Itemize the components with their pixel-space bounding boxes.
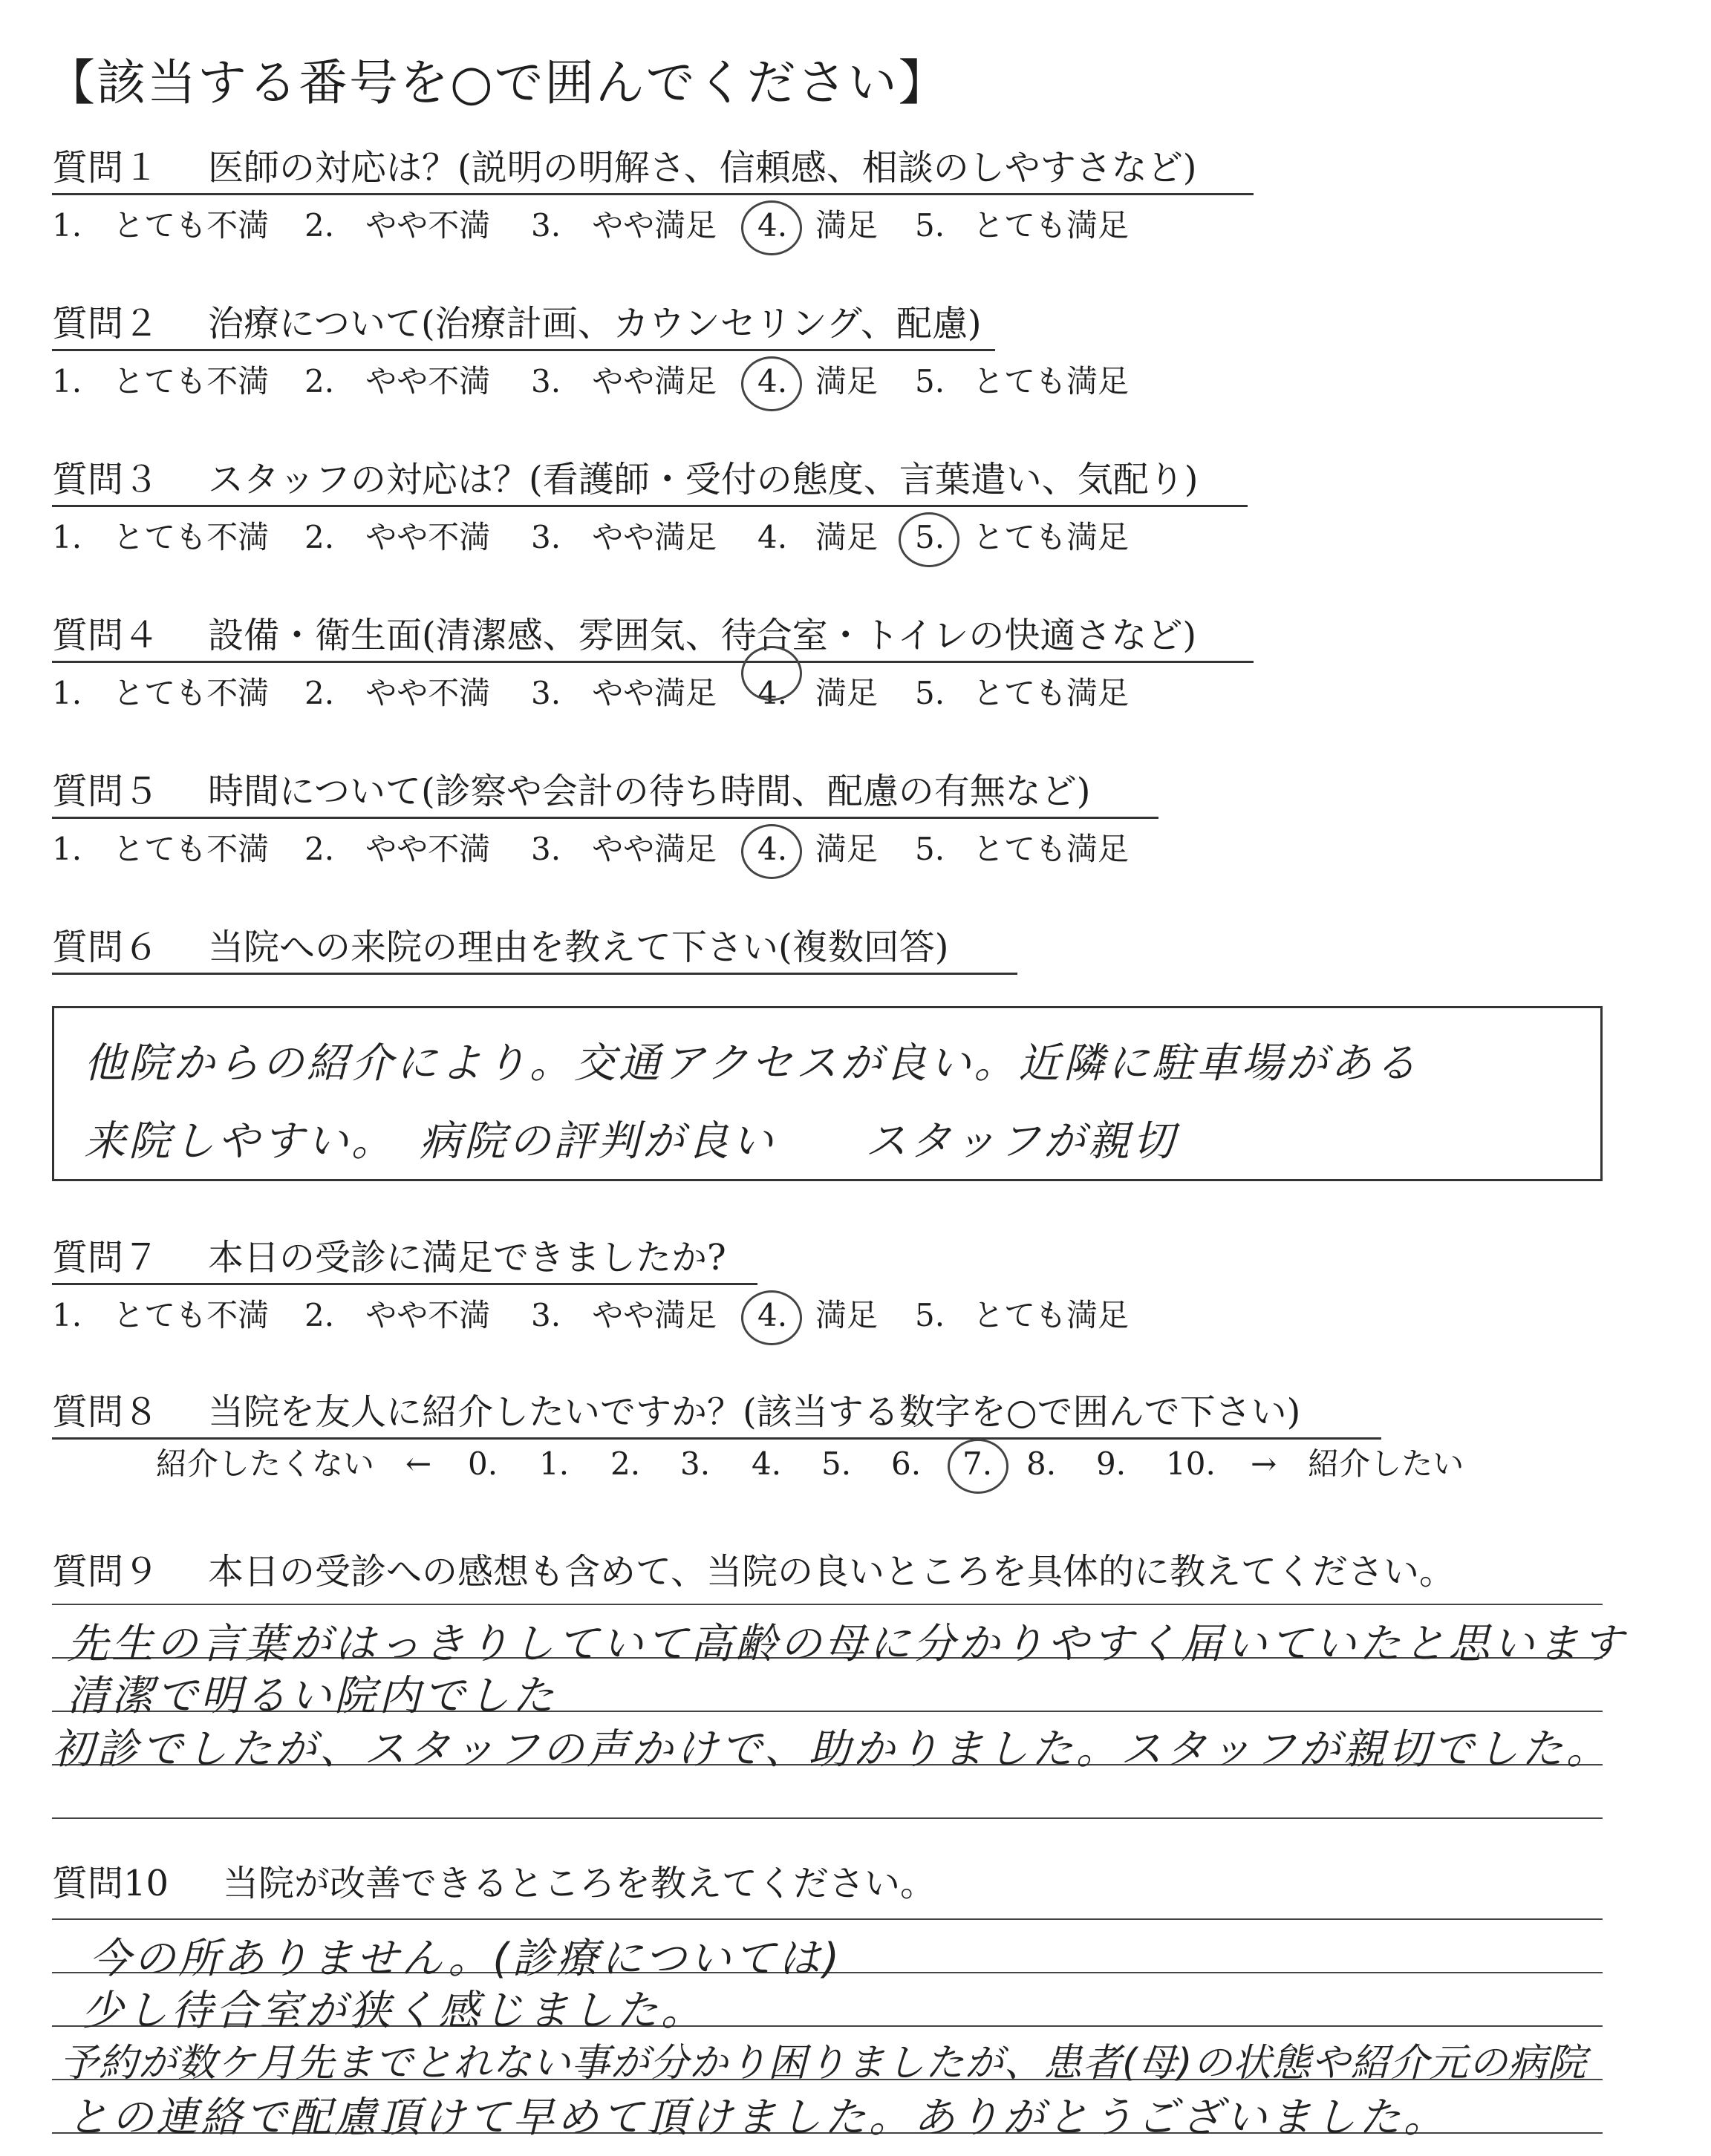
option-5[interactable]	[915, 671, 945, 716]
scale-number-7-text: 7.	[962, 1446, 993, 1482]
question-text: 本日の受診への感想も含めて、当院の良いところを具体的に教えてください。	[208, 1551, 1456, 1592]
option-1[interactable]: 1. とても不満	[52, 519, 270, 555]
scale-number-9[interactable]: 9.	[1096, 1446, 1127, 1482]
option-4[interactable]	[757, 1293, 787, 1338]
option-2[interactable]: 2. やや不満	[304, 207, 491, 244]
option-5[interactable]	[915, 827, 945, 872]
option-5-number: 5.	[915, 1297, 945, 1333]
question-text: 当院への来院の理由を教えて下さい(複数回答)	[208, 927, 949, 968]
question-10-heading	[52, 1855, 936, 1906]
scale-number-8[interactable]: 8.	[1026, 1446, 1057, 1482]
question-number: 質問９	[52, 1551, 160, 1592]
option-4-number: 4.	[757, 675, 788, 711]
answer-box[interactable]	[52, 1006, 1603, 1181]
option-1[interactable]: 1. とても不満	[52, 363, 270, 399]
option-5[interactable]	[915, 1293, 945, 1338]
question-1-heading	[52, 146, 1254, 195]
option-2[interactable]: 2. やや不満	[304, 519, 491, 555]
scale-number-2[interactable]: 2.	[610, 1446, 641, 1482]
scale-number-1[interactable]: 1.	[539, 1446, 570, 1482]
question-number: 質問10	[52, 1863, 169, 1904]
option-5-label: とても満足	[973, 675, 1130, 711]
option-4-label: 満足	[815, 207, 879, 244]
option-1[interactable]: 1. とても不満	[52, 675, 270, 711]
option-4-number: 4.	[757, 207, 788, 244]
option-5[interactable]	[915, 515, 945, 560]
option-3[interactable]: 3. やや満足	[531, 831, 717, 867]
question-number: 質問４	[52, 615, 160, 656]
option-3[interactable]: 3. やや満足	[531, 207, 717, 244]
scale-left-label: 紹介したくない ←	[156, 1446, 432, 1482]
handwritten-answer-line: 初診でしたが、スタッフの声かけで、助かりました。スタッフが親切でした。	[52, 1725, 1611, 1774]
question-number: 質問６	[52, 927, 160, 968]
option-4-label: 満足	[815, 831, 879, 867]
question-8-scale[interactable]	[156, 1442, 1493, 1486]
question-8-heading	[52, 1390, 1381, 1440]
option-5-label: とても満足	[973, 207, 1130, 244]
option-3[interactable]: 3. やや満足	[531, 519, 717, 555]
option-5-number: 5.	[915, 831, 945, 867]
option-5-number: 5.	[915, 519, 945, 555]
handwritten-answer-line: 他院からの紹介により。交通アクセスが良い。近隣に駐車場がある	[84, 1039, 1420, 1088]
question-number: 質問８	[52, 1391, 160, 1433]
option-5-label: とても満足	[973, 363, 1130, 399]
selected-circle-mark	[948, 1439, 1008, 1494]
selected-circle-mark	[899, 512, 959, 567]
option-5-number: 5.	[915, 207, 945, 244]
handwritten-answer-line: との連絡で配慮頂けて早めて頂けました。ありがとうございました。	[67, 2094, 1448, 2142]
question-7-heading	[52, 1235, 757, 1285]
option-5[interactable]	[915, 359, 945, 404]
option-4-label: 満足	[815, 519, 879, 555]
option-4-label: 満足	[815, 363, 879, 399]
question-4-heading	[52, 613, 1254, 663]
question-text: 設備・衛生面(清潔感、雰囲気、待合室・トイレの快適さなど)	[208, 615, 1197, 656]
option-5-label: とても満足	[973, 1297, 1130, 1333]
option-1[interactable]: 1. とても不満	[52, 1297, 270, 1333]
option-4[interactable]	[757, 671, 787, 716]
handwritten-answer-line: 少し待合室が狭く感じました。	[82, 1987, 705, 2035]
handwritten-answer-line: 先生の言葉がはっきりしていて高齢の母に分かりやすく届いていたと思います	[67, 1620, 1626, 1668]
scale-number-4[interactable]: 4.	[752, 1446, 782, 1482]
option-1[interactable]: 1. とても不満	[52, 831, 270, 867]
option-5[interactable]	[915, 203, 945, 248]
option-4[interactable]	[757, 515, 787, 560]
option-4-number: 4.	[757, 519, 788, 555]
selected-circle-mark	[741, 1290, 802, 1345]
scale-number-0[interactable]: 0.	[468, 1446, 498, 1482]
option-2[interactable]: 2. やや不満	[304, 831, 491, 867]
option-4[interactable]	[757, 359, 787, 404]
question-number: 質問３	[52, 459, 160, 500]
option-1[interactable]: 1. とても不満	[52, 207, 270, 244]
handwritten-answer-line: 予約が数ケ月先までとれない事が分かり困りましたが、患者(母)の状態や紹介元の病院	[59, 2041, 1587, 2085]
question-text: 当院が改善できるところを教えてください。	[223, 1863, 936, 1904]
option-4[interactable]	[757, 203, 787, 248]
scale-number-6[interactable]: 6.	[891, 1446, 922, 1482]
option-4-label: 満足	[815, 675, 879, 711]
handwritten-answer-line: 今の所ありません。(診療については)	[89, 1935, 842, 1983]
option-4-number: 4.	[757, 363, 788, 399]
option-5-label: とても満足	[973, 831, 1130, 867]
scale-right-label: → 紹介したい	[1251, 1446, 1464, 1482]
selected-circle-mark	[741, 200, 802, 255]
option-2[interactable]: 2. やや不満	[304, 675, 491, 711]
question-text: スタッフの対応は？(看護師・受付の態度、言葉遣い、気配り)	[208, 459, 1199, 500]
question-text: 時間について(診察や会計の待ち時間、配慮の有無など)	[208, 771, 1091, 812]
option-3[interactable]: 3. やや満足	[531, 363, 717, 399]
handwritten-answer-line: 清潔で明るい院内でした	[67, 1672, 557, 1720]
option-4-number: 4.	[757, 831, 788, 867]
handwritten-answer-line: 来院しやすい。 病院の評判が良い スタッフが親切	[84, 1117, 1177, 1166]
answer-rule-line	[52, 1604, 1603, 1605]
selected-circle-mark	[741, 646, 802, 701]
question-5-heading	[52, 769, 1158, 819]
option-3[interactable]: 3. やや満足	[531, 1297, 717, 1333]
scale-number-3[interactable]: 3.	[680, 1446, 711, 1482]
answer-rule-line	[52, 1918, 1603, 1920]
scale-number-7[interactable]	[962, 1442, 992, 1486]
question-text: 医師の対応は？(説明の明解さ、信頼感、相談のしやすさなど)	[208, 147, 1197, 189]
answer-rule-line	[52, 1817, 1603, 1819]
question-3-heading	[52, 457, 1248, 507]
selected-circle-mark	[741, 824, 802, 879]
question-text: 本日の受診に満足できましたか?	[208, 1237, 726, 1278]
question-text: 当院を友人に紹介したいですか？(該当する数字を○で囲んで下さい)	[208, 1391, 1301, 1433]
question-6-heading	[52, 925, 1017, 975]
question-number: 質問１	[52, 147, 160, 189]
scale-number-10[interactable]: 10.	[1166, 1446, 1216, 1482]
option-5-label: とても満足	[973, 519, 1130, 555]
question-number: 質問５	[52, 771, 160, 812]
question-2-heading	[52, 301, 995, 351]
selected-circle-mark	[741, 356, 802, 411]
option-4-label: 満足	[815, 1297, 879, 1333]
option-5-number: 5.	[915, 675, 945, 711]
option-2[interactable]: 2. やや不満	[304, 363, 491, 399]
option-4-number: 4.	[757, 1297, 788, 1333]
question-number: 質問２	[52, 303, 160, 344]
option-2[interactable]: 2. やや不満	[304, 1297, 491, 1333]
question-number: 質問７	[52, 1237, 160, 1278]
page-title: 【該当する番号を○で囲んでください】	[46, 54, 949, 111]
option-4[interactable]	[757, 827, 787, 872]
option-3[interactable]: 3. やや満足	[531, 675, 717, 711]
question-text: 治療について(治療計画、カウンセリング、配慮)	[208, 303, 982, 344]
question-9-heading	[52, 1543, 1455, 1594]
option-5-number: 5.	[915, 363, 945, 399]
scale-number-5[interactable]: 5.	[821, 1446, 852, 1482]
